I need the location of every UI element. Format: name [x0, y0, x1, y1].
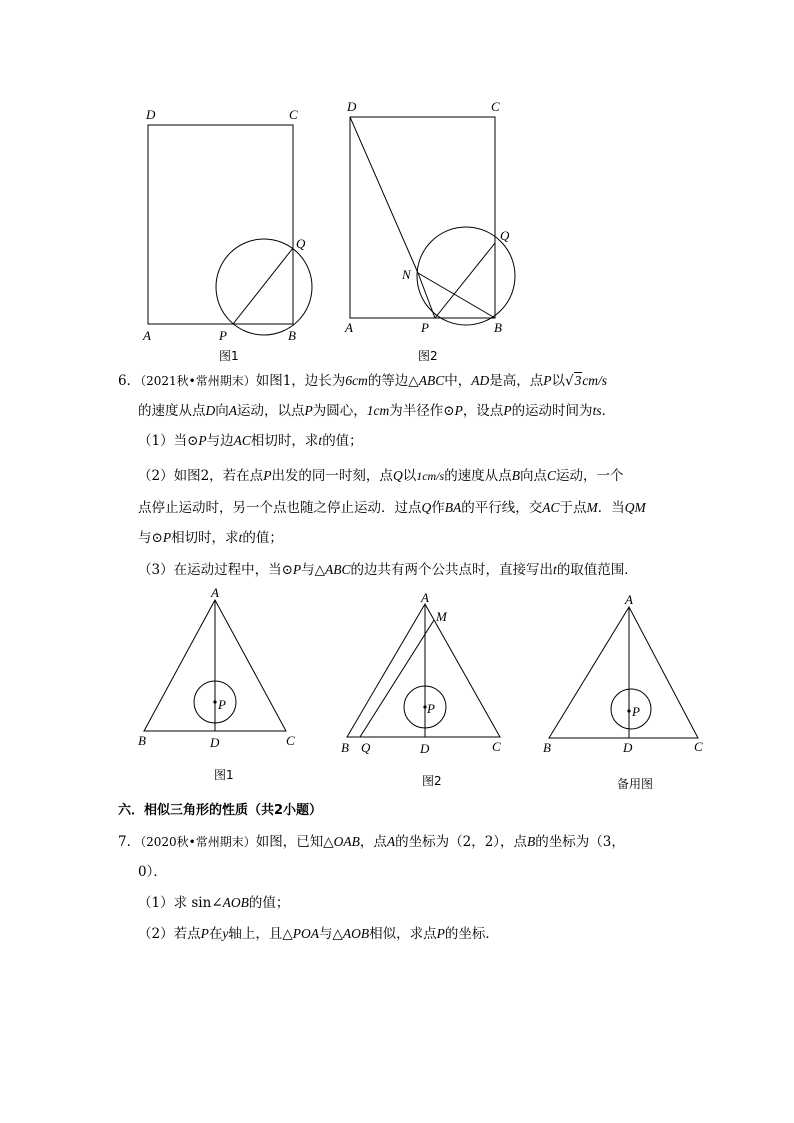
mid-fig1-label-d: D: [210, 735, 220, 750]
top-fig1-label-d: D: [146, 107, 156, 122]
top-fig2-segment-dn: [350, 117, 418, 273]
mid-fig2-caption: 图2: [422, 774, 442, 788]
top-fig2-segment-nb: [418, 273, 495, 318]
mid-fig3-label-c: C: [694, 739, 703, 754]
mid-fig3-label-b: B: [543, 740, 551, 755]
top-fig2-rectangle: [350, 117, 495, 318]
top-fig1-rectangle: [148, 125, 293, 324]
mid-fig2-label-c: C: [492, 739, 501, 754]
mid-fig2-label-a: A: [421, 590, 429, 605]
problem6-question2-line3: 与⊙P相切时，求t的值；: [138, 530, 283, 546]
mid-fig2-label-q: Q: [361, 740, 371, 755]
top-fig2-label-q: Q: [500, 228, 510, 243]
mid-fig3-label-p: P: [632, 704, 640, 719]
problem6-line1: 6．（2021秋•常州期末）如图1，边长为6cm的等边△ABC中，AD是高，点P以√3cm/s: [118, 373, 608, 389]
problem6-question2-line2: 点停止运动时，另一个点也随之停止运动．过点Q作BA的平行线，交AC于点M．当QM: [138, 500, 646, 516]
mid-fig1-label-c: C: [286, 733, 295, 748]
problem6-question2-line1: （2）如图2，若在点P出发的同一时刻，点Q以1cm/s的速度从点B向点C运动，一个: [138, 468, 624, 484]
top-fig2-label-n: N: [402, 267, 411, 282]
problem7-question1: （1）求 sin∠AOB的值；: [138, 895, 290, 911]
top-fig2-segment-pq: [435, 243, 495, 318]
top-fig1-label-p: P: [219, 328, 227, 343]
top-fig2-label-c: C: [491, 99, 500, 114]
problem6-line2: 的速度从点D向A运动，以点P为圆心，1cm为半径作⊙P，设点P的运动时间为ts．: [138, 403, 616, 419]
problem7-line2: 0）．: [138, 864, 167, 880]
top-fig1-label-q: Q: [296, 236, 306, 251]
mid-fig1-label-a: A: [211, 585, 219, 600]
mid-fig1-label-p: P: [218, 697, 226, 712]
problem7-question2: （2）若点P在y轴上，且△POA与△AOB相似，求点P的坐标．: [138, 926, 499, 942]
mid-fig1-center-dot: [213, 700, 216, 703]
top-fig2-label-d: D: [347, 99, 357, 114]
mid-fig1-label-b: B: [138, 733, 146, 748]
problem6-question3: （3）在运动过程中，当⊙P与△ABC的边共有两个公共点时，直接写出t的取值范围．: [138, 562, 638, 578]
problem7-line1: 7．（2020秋•常州期末）如图，已知△OAB，点A的坐标为（2，2），点B的坐标为（3，: [118, 834, 625, 850]
mid-fig3-label-a: A: [625, 592, 633, 607]
top-fig2-label-p: P: [421, 320, 429, 335]
mid-fig2-label-b: B: [341, 740, 349, 755]
mid-fig3-label-d: D: [623, 740, 633, 755]
mid-fig2-label-p: P: [427, 701, 435, 716]
sqrt-symbol: √3: [564, 373, 582, 389]
mid-fig3-triangle: [549, 607, 698, 738]
mid-fig2-label-m: M: [436, 609, 447, 624]
mid-fig1-caption: 图1: [214, 768, 234, 782]
top-fig2-label-a: A: [345, 320, 353, 335]
mid-fig2-segment-qm: [360, 620, 434, 737]
top-fig1-segment-pq: [233, 248, 293, 324]
mid-fig3-circle: [611, 689, 651, 729]
top-fig1-label-b: B: [288, 328, 296, 343]
top-fig1-caption: 图1: [219, 349, 239, 363]
section-title: 六．相似三角形的性质（共2小题）: [118, 803, 323, 818]
mid-fig3-center-dot: [627, 709, 630, 712]
mid-fig3-caption: 备用图: [617, 777, 654, 791]
top-fig1-label-a: A: [143, 328, 151, 343]
top-fig2-caption: 图2: [418, 349, 438, 363]
top-fig1-circle: [216, 239, 312, 335]
mid-fig2-triangle: [347, 604, 500, 737]
problem6-question1: （1）当⊙P与边AC相切时，求t的值；: [138, 433, 363, 449]
top-fig1-label-c: C: [289, 107, 298, 122]
mid-fig2-label-d: D: [420, 741, 430, 756]
top-fig2-label-b: B: [494, 320, 502, 335]
